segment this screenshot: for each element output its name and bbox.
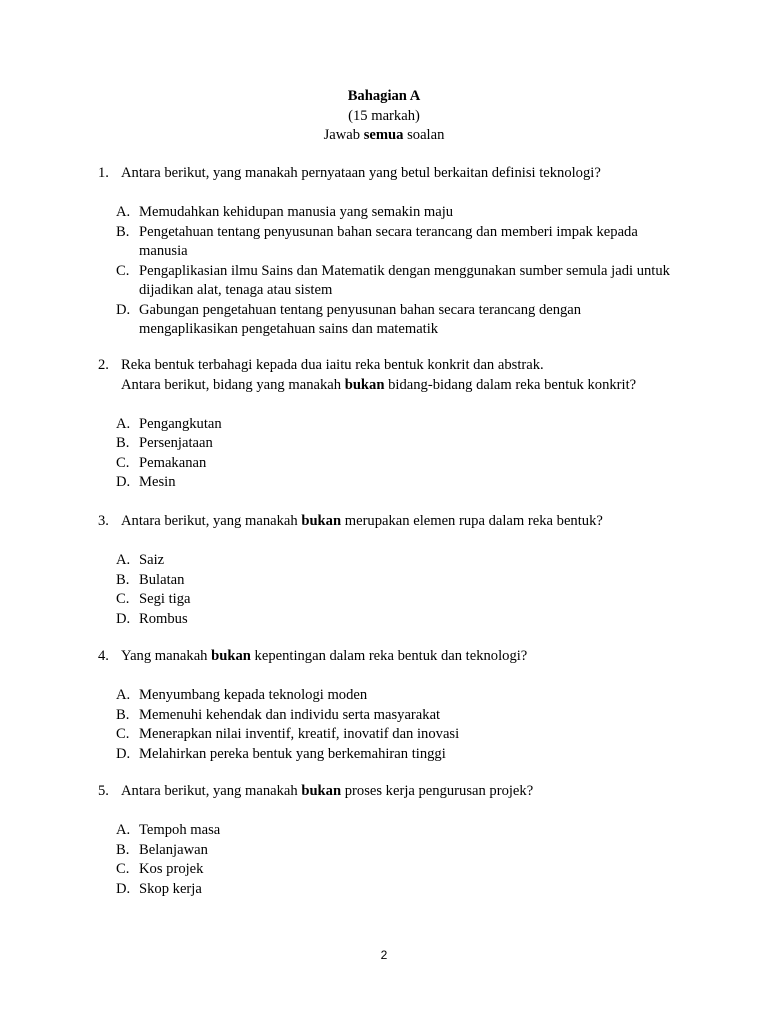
- question-text: Antara berikut, yang manakah bukan merupakan elemen rupa dalam reka bentuk?: [121, 513, 603, 529]
- option-a: A. Saiz: [116, 552, 165, 568]
- option-c: C. Kos projek: [116, 861, 204, 877]
- option-d: D. Mesin: [116, 474, 176, 490]
- option-c: C. Pemakanan: [116, 454, 207, 471]
- section-marks: (15 markah): [348, 107, 420, 124]
- option-list: [116, 686, 678, 764]
- question-number: 5.: [98, 783, 109, 799]
- section-instruction: Jawab semua soalan: [323, 127, 445, 143]
- option-a: A. Menyumbang kepada teknologi moden: [116, 687, 368, 703]
- option-list: [116, 551, 678, 629]
- question-text: Antara berikut, yang manakah pernyataan yang betul berkaitan definisi teknologi?: [121, 165, 601, 181]
- option-c: C. Segi tiga: [116, 591, 191, 607]
- question-text: Antara berikut, yang manakah bukan proses kerja pengurusan projek?: [121, 783, 534, 799]
- question-2: [98, 356, 678, 493]
- option-d: D. Rombus: [116, 610, 188, 627]
- option-c: C. Menerapkan nilai inventif, kreatif, inovatif dan inovasi: [116, 726, 460, 742]
- option-b: B. Persenjataan: [116, 435, 213, 451]
- option-d: D. Melahirkan pereka bentuk yang berkemahiran tinggi: [116, 745, 446, 762]
- option-b: B. Memenuhi kehendak dan individu serta masyarakat: [116, 706, 441, 723]
- question-number: 3.: [98, 513, 109, 529]
- option-b: B. Bulatan: [116, 571, 185, 588]
- section-title: Bahagian A: [347, 88, 421, 104]
- question-number: 1.: [98, 165, 109, 181]
- option-list: [116, 821, 678, 899]
- option-a: A. Memudahkan kehidupan manusia yang semakin maju: [116, 204, 454, 220]
- option-a: A. Pengangkutan: [116, 415, 222, 432]
- question-text: Yang manakah bukan kepentingan dalam reka bentuk dan teknologi?: [121, 648, 528, 664]
- question-4: [98, 647, 678, 764]
- option-d: D. Skop kerja: [116, 880, 202, 897]
- question-number: 4.: [98, 648, 109, 664]
- question-5: [98, 782, 678, 899]
- option-d: D. Gabungan pengetahuan tentang penyusunan bahan secara terancang dengan mengaplikasikan pengetahuan sains dan matematik: [116, 301, 582, 337]
- option-b: B. Belanjawan: [116, 841, 208, 858]
- question-3: [98, 512, 678, 629]
- section-header: [0, 87, 768, 146]
- option-c: C. Pengaplikasian ilmu Sains dan Matematik dengan menggunakan sumber semula jadi untuk dijadikan alat, tenaga atau sistem: [116, 262, 670, 298]
- question-text: Reka bentuk terbahagi kepada dua iaitu reka bentuk konkrit dan abstrak. Antara berikut, bidang yang manakah bukan bidang-bidang dalam reka bentuk konkrit?: [121, 357, 637, 393]
- option-list: [116, 203, 678, 340]
- page-number: 2: [380, 948, 388, 962]
- option-list: [116, 415, 678, 493]
- question-number: 2.: [98, 357, 109, 373]
- option-a: A. Tempoh masa: [116, 822, 221, 838]
- option-b: B. Pengetahuan tentang penyusunan bahan secara terancang dan memberi impak kepada manusia: [116, 223, 638, 259]
- question-1: [98, 164, 678, 340]
